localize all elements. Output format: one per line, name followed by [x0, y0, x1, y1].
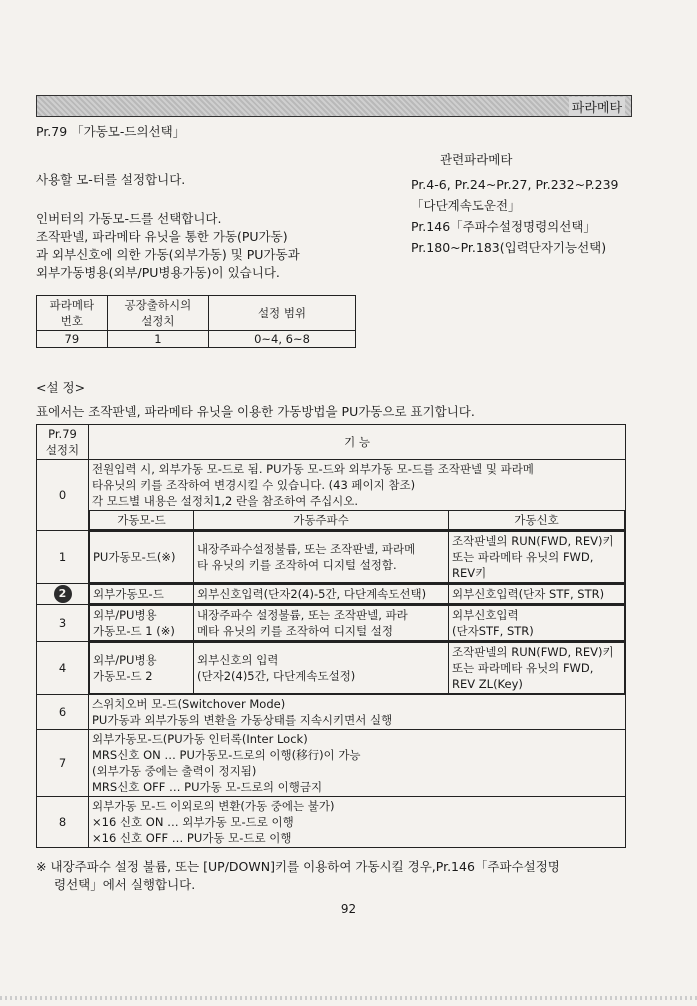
setting-value: 1 [37, 531, 89, 584]
description-line: 과 외부신호에 의한 가동(외부가동) 및 PU가동과 [36, 247, 300, 262]
param-header: 파라메타 번호 [37, 296, 108, 331]
row1-signal: 조작판넬의 RUN(FWD, REV)키 또는 파라메타 유닛의 FWD, REV키 [449, 532, 625, 583]
row4-function [89, 642, 626, 695]
footnote [36, 858, 560, 894]
section-banner [36, 95, 632, 117]
row4-mode: 외부/PU병용 가동모-드 2 [90, 643, 194, 694]
setting-value: 4 [37, 642, 89, 695]
related-line: Pr.4-6, Pr.24~Pr.27, Pr.232~P.239 [411, 177, 619, 192]
row1-mode: PU가동모-드(※) [90, 532, 194, 583]
range-value: 0~4, 6~8 [209, 331, 356, 348]
row6-function: 스위치오버 모-드(Switchover Mode) PU가동과 외부가동의 변환을 가동상태를 지속시키면서 실행 [89, 695, 626, 730]
subheader-freq: 가동주파수 [194, 511, 449, 530]
subheader-mode: 가동모-드 [90, 511, 194, 530]
function-header: 기 능 [89, 425, 626, 460]
row4-signal: 조작판넬의 RUN(FWD, REV)키 또는 파라메타 유닛의 FWD, REV ZL(Key) [449, 643, 625, 694]
row3-function [89, 605, 626, 642]
factory-header: 공장출하시의 설정치 [107, 296, 208, 331]
row3-mode: 외부/PU병용 가동모-드 1 (※) [90, 606, 194, 641]
row2-mode: 외부가동모-드 [90, 585, 194, 604]
scan-edge [0, 996, 697, 1000]
row2-function [89, 584, 626, 605]
section-label: 파라메타 [569, 97, 625, 116]
description-line: 외부가동병용(외부/PU병용가동)이 있습니다. [36, 265, 280, 280]
intro-text: 사용할 모-터를 설정합니다. [36, 172, 186, 187]
function-table [36, 424, 626, 848]
row1-function [89, 531, 626, 584]
setting-value: 8 [37, 797, 89, 848]
setting-value: 0 [37, 460, 89, 531]
row1-freq: 내장주파수설정불륨, 또는 조작판넬, 파라메 타 유닛의 키를 조작하여 디지털 설정함. [194, 532, 449, 583]
related-line: 「다단계속도운전」 [411, 198, 521, 213]
row2-freq: 외부신호입력(단자2(4)-5간, 다단계속도선택) [194, 585, 449, 604]
page-title: Pr.79 「가동모-드의선택」 [36, 124, 186, 139]
related-line: Pr.146「주파수설정명령의선택」 [411, 219, 596, 234]
param-value: 79 [37, 331, 108, 348]
footnote-line: 령선택」에서 실행합니다. [54, 877, 196, 892]
factory-value: 1 [107, 331, 208, 348]
footnote-line: ※ 내장주파수 설정 불륨, 또는 [UP/DOWN]키를 이용하여 가동시킬 경우,Pr.146「주파수설정명 [36, 859, 560, 874]
setting-value: 3 [37, 605, 89, 642]
setting-value: 6 [37, 695, 89, 730]
settings-heading: <설 정> [36, 380, 86, 395]
setting-value: 7 [37, 730, 89, 797]
row4-freq: 외부신호의 입력 (단자2(4)5간, 다단계속도설정) [194, 643, 449, 694]
related-heading: 관련파라메타 [440, 152, 513, 167]
page-number: 92 [340, 902, 357, 916]
range-header: 설정 범위 [209, 296, 356, 331]
row3-signal: 외부신호입력 (단자STF, STR) [449, 606, 625, 641]
mode-subtable [89, 510, 625, 530]
row0-function: 전원입력 시, 외부가동 모-드로 됨. PU가동 모-드와 외부가동 모-드를 조작판넬 및 파라메 타유닛의 키를 조작하여 변경시킬 수 있습니다. (43 페이지 참조) 각 모드별 내용은 설정치1,2 란을 참조하여 주십시오. 가동모-드 가동주파수 가동신호 [89, 460, 626, 531]
settings-note: 표에서는 조작판넬, 파라메타 유닛을 이용한 가동방법을 PU가동으로 표기합니다. [36, 404, 475, 419]
related-line: Pr.180~Pr.183(입력단자기능선택) [411, 240, 607, 255]
related-params [411, 174, 618, 258]
subheader-signal: 가동신호 [449, 511, 625, 530]
row2-signal: 외부신호입력(단자 STF, STR) [449, 585, 625, 604]
setting-header: Pr.79 설정치 [37, 425, 89, 460]
description-block [36, 210, 300, 282]
row7-function: 외부가동모-드(PU가동 인터록(Inter Lock) MRS신호 ON … PU가동모-드로의 이행(移行)이 가능 (외부가동 중에는 출력이 정지됨) MRS신호 OFF … PU가동 모-드로의 이행금지 [89, 730, 626, 797]
row8-function: 외부가동 모-드 이외로의 변환(가동 중에는 불가) ×16 신호 ON … 외부가동 모-드로 이행 ×16 신호 OFF … PU가동 모-드로 이행 [89, 797, 626, 848]
description-line: 인버터의 가동모-드를 선택합니다. [36, 211, 222, 226]
circled-number-icon: 2 [54, 585, 72, 603]
setting-value [37, 584, 89, 605]
parameter-table [36, 295, 356, 348]
row3-freq: 내장주파수 설정불륨, 또는 조작판넬, 파라 메타 유닛의 키를 조작하여 디지털 설정 [194, 606, 449, 641]
description-line: 조작판넬, 파라메타 유닛을 통한 가동(PU가동) [36, 229, 288, 244]
